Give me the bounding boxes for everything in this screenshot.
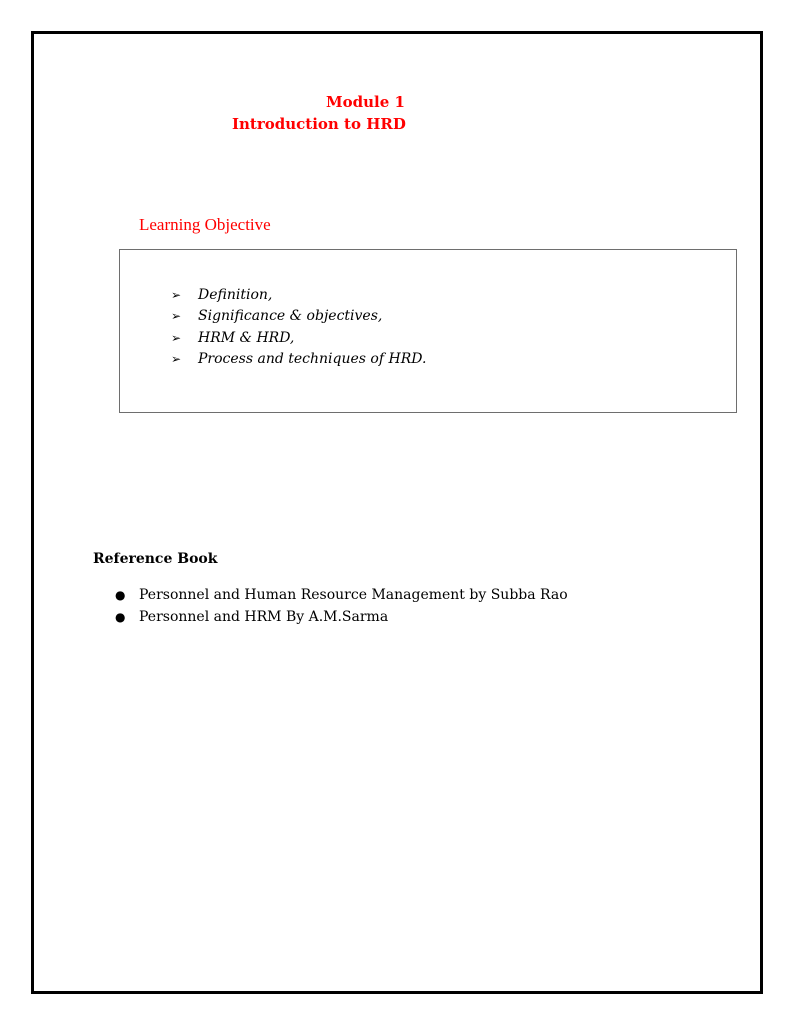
page-border (31, 31, 763, 994)
objective-item (171, 327, 426, 349)
objective-text: Process and techniques of HRD. (198, 351, 427, 368)
reference-text: Personnel and Human Resource Management by Subba Rao (139, 587, 568, 603)
reference-list (115, 584, 568, 628)
arrowhead-bullet-icon: ➢ (171, 287, 182, 302)
objective-text: Significance & objectives, (198, 308, 383, 325)
reference-item (115, 584, 568, 606)
reference-text: Personnel and HRM By A.M.Sarma (139, 609, 389, 625)
objective-item (171, 306, 426, 328)
learning-objective-heading: Learning Objective (139, 215, 271, 234)
objective-list (171, 284, 426, 370)
objective-text: Definition, (198, 286, 273, 303)
objective-text: HRM & HRD, (198, 329, 295, 346)
arrowhead-bullet-icon: ➢ (171, 352, 182, 367)
arrowhead-bullet-icon: ➢ (171, 330, 182, 345)
reference-item (115, 606, 568, 628)
learning-objective-box (119, 249, 737, 413)
module-number: Module 1 (326, 93, 405, 111)
module-title: Introduction to HRD (232, 115, 406, 133)
dot-bullet-icon: ● (115, 610, 126, 624)
objective-item (171, 349, 426, 371)
dot-bullet-icon: ● (115, 588, 126, 602)
reference-book-heading: Reference Book (93, 551, 218, 567)
arrowhead-bullet-icon: ➢ (171, 309, 182, 324)
objective-item (171, 284, 426, 306)
